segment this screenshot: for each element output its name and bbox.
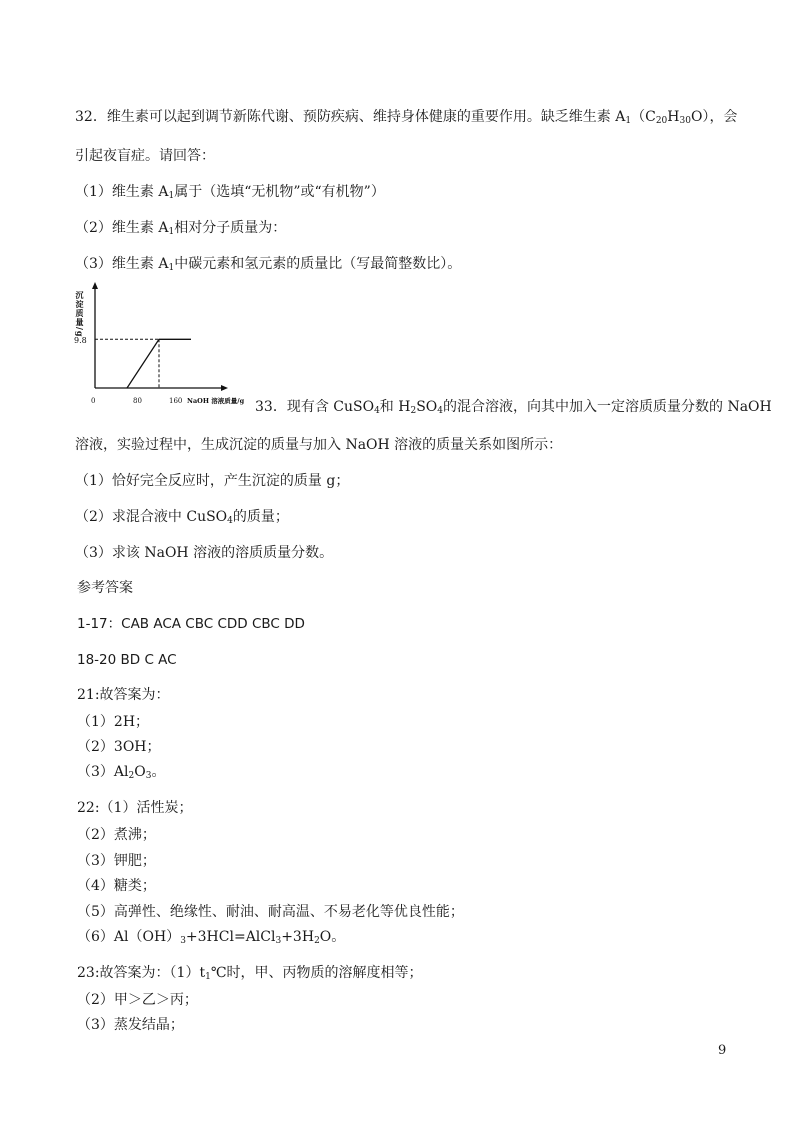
answer-22-3: （3）钾肥；	[77, 853, 156, 869]
q32-part2: （2）维生素 $A_1$相对分子质量为：	[75, 220, 287, 237]
y-axis-label: 沉淀质量/g	[75, 291, 85, 338]
answer-21-2: （2）3OH；	[77, 739, 161, 755]
q33-part3: （3）求该 NaOH 溶液的溶质质量分数。	[75, 545, 334, 561]
q33-intro-line2: 溶液，实验过程中，生成沉淀的质量与加入 NaOH 溶液的质量关系如图所示：	[75, 437, 563, 453]
x-axis-arrow	[221, 385, 228, 391]
answer-22-1: 22:（1）活性炭；	[77, 800, 193, 816]
answer-line-18-20: 18-20 BD C AC	[77, 652, 177, 668]
q33-intro-line1: 33．现有含 CuSO$_4$和 $H_2SO_4$的混合溶液，向其中加入一定溶质质量分数的 NaOH	[255, 399, 772, 416]
answer-22-4: （4）糖类；	[77, 878, 156, 894]
q32-part1: （1）维生素 $A_1$属于（选填“无机物”或“有机物”）	[75, 184, 385, 201]
q33-part1: （1）恰好完全反应时，产生沉淀的质量 g；	[75, 473, 350, 489]
q33-part2: （2）求混合液中 CuSO$_4$的质量；	[75, 509, 289, 526]
x-tick-0: 0	[91, 397, 96, 405]
answer-23-1: 23:故答案为：$(1)t_1℃$时，甲、丙物质的溶解度相等；	[77, 965, 423, 982]
answer-22-6: $(6)Al(OH)_3+3HCl=AlCl_3+3H_2O$。	[77, 929, 346, 946]
answers-title: 参考答案	[77, 580, 133, 596]
answer-23-2: （2）甲＞乙＞丙；	[77, 992, 198, 1008]
q32-part3: （3）维生素 $A_1$中碳元素和氢元素的质量比（写最简整数比）。	[75, 256, 462, 273]
y-tick-label: 9.8	[74, 336, 87, 345]
x-tick-160: 160	[169, 397, 183, 405]
answer-21-3: $(3)Al_2O_3$。	[77, 764, 166, 781]
q32-intro-line2: 引起夜盲症。请回答：	[75, 148, 215, 164]
precipitate-chart	[72, 280, 257, 408]
y-axis-arrow	[92, 282, 98, 289]
page-number: 9	[718, 1043, 727, 1058]
x-tick-80: 80	[133, 397, 142, 405]
answer-21-title: 21:故答案为：	[77, 687, 170, 703]
answer-line-1-17: 1-17：CAB ACA CBC CDD CBC DD	[77, 616, 305, 632]
answer-22-5: （5）高弹性、绝缘性、耐油、耐高温、不易老化等优良性能；	[77, 904, 464, 920]
answer-22-2: （2）煮沸；	[77, 827, 156, 843]
answer-23-3: （3）蒸发结晶；	[77, 1017, 184, 1033]
q32-intro-line1: 32．维生素可以起到调节新陈代谢、预防疾病、维持身体健康的重要作用。缺乏维生素 $A_1(C_{20}H_{30}O)$，会	[75, 109, 738, 126]
answer-21-1: （1）2H；	[77, 714, 150, 730]
x-axis-label: NaOH 溶液质量/g	[187, 397, 245, 405]
